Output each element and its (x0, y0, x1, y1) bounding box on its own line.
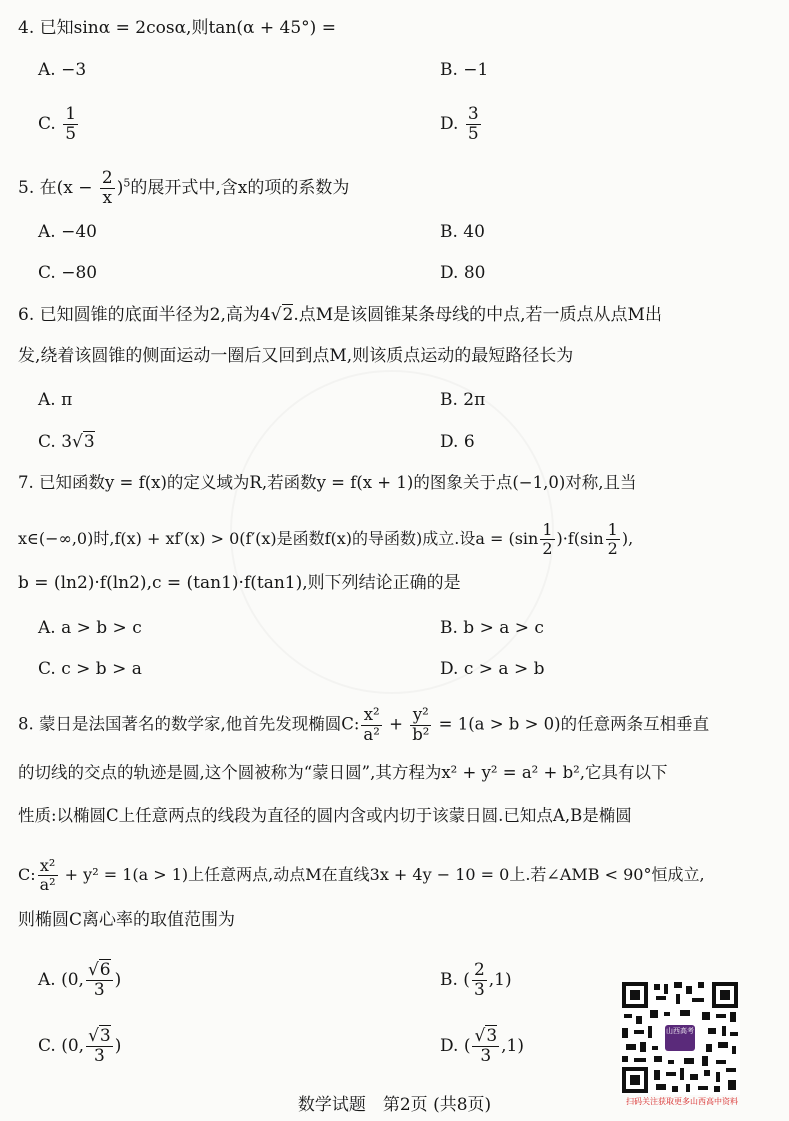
fraction: $\frac{1}{5}$ (65, 104, 77, 144)
question-5-stem: 5. 在(x − $\frac{2}{x}$ )$^5$的展开式中,含x的项的系数为 (18, 168, 350, 208)
q7-option-d: D. c > a > b (440, 659, 545, 679)
question-4-stem: 4. 已知sinα = 2cosα,则tan(α + 45°) = (18, 18, 336, 38)
question-7-line-2: x∈(−∞,0)时,f(x) + xf′(x) > 0(f′(x)是函数f(x)的导函数)成立.设a = (sin $\frac{1}{2}$ )·f(sin $\frac{1}{2}$ ), (18, 520, 634, 558)
page-footer: 数学试题 第2页 (共8页) (297, 1095, 492, 1115)
fraction: $\frac{\text{x²}}{\text{a²}}$ (363, 705, 380, 744)
fraction: $\frac{√6}{3}$ (87, 960, 111, 1000)
q7-option-b: B. b > a > c (440, 618, 544, 638)
question-6-line-1: 6. 已知圆锥的底面半径为2,高为4√2.点M是该圆锥某条母线的中点,若一质点从点M出 (18, 305, 662, 325)
question-8-line-3: 性质:以椭圆C上任意两点的线段为直径的圆内含或内切于该蒙日圆.已知点A,B是椭圆 (18, 806, 632, 825)
q5-option-d: D. 80 (440, 263, 486, 283)
question-8-line-4: C: $\frac{\text{x²}}{\text{a²}}$ + y² = 1(a > 1)上任意两点,动点M在直线3x + 4y − 10 = 0上.若∠AMB < 90°恒成立, (18, 856, 705, 894)
q4-option-d: D. $\frac{3}{5}$ (440, 104, 479, 144)
fraction: $\frac{\text{y²}}{\text{b²}}$ (412, 705, 430, 744)
question-7-line-1: 7. 已知函数y = f(x)的定义域为R,若函数y = f(x + 1)的图象关于点(−1,0)对称,且当 (18, 473, 637, 492)
fraction: $\frac{\text{x²}}{\text{a²}}$ (39, 856, 56, 894)
q8-option-c: C. (0, $\frac{√3}{3}$ ) (38, 1026, 122, 1066)
question-7-line-3: b = (ln2)·f(ln2),c = (tan1)·f(tan1),则下列结论正确的是 (18, 573, 461, 593)
q7-option-c: C. c > b > a (38, 659, 142, 679)
fraction: $\frac{3}{5}$ (467, 104, 479, 144)
q8-option-d: D. ( $\frac{√3}{3}$ ,1) (440, 1026, 524, 1066)
qr-caption: 扫码关注获取更多山西高中资料 (626, 1097, 738, 1106)
fraction: $\frac{2}{x}$ (101, 168, 113, 208)
qr-center-label: 山西高考 (666, 1027, 694, 1035)
fraction: $\frac{1}{2}$ (542, 520, 553, 558)
fraction: $\frac{1}{2}$ (607, 520, 618, 558)
q8-option-a: A. (0, $\frac{√6}{3}$ ) (38, 960, 122, 1000)
fraction: $\frac{2}{3}$ (473, 960, 485, 1000)
q6-option-c: C. 3√3 (38, 432, 95, 452)
question-8-line-2: 的切线的交点的轨迹是圆,这个圆被称为“蒙日圆”,其方程为x² + y² = a² + b²,它具有以下 (18, 763, 668, 782)
q4-option-c: C. $\frac{1}{5}$ (38, 104, 77, 144)
fraction: $\frac{√3}{3}$ (474, 1026, 498, 1066)
question-8-line-5: 则椭圆C离心率的取值范围为 (18, 910, 236, 930)
question-8-line-1: 8. 蒙日是法国著名的数学家,他首先发现椭圆C: $\frac{\text{x²}}{\text{a²}}$ + $\frac{\text{y²}}{\text{b²}}$ = 1(a > b > 0)的任意两条互相垂直 (18, 705, 710, 744)
q5-option-a: A. −40 (38, 222, 97, 242)
question-6-line-2: 发,绕着该圆锥的侧面运动一圈后又回到点M,则该质点运动的最短路径长为 (18, 346, 574, 366)
q5-option-b: B. 40 (440, 222, 485, 242)
q4-option-b: B. −1 (440, 60, 489, 80)
fraction: $\frac{√3}{3}$ (88, 1026, 111, 1066)
q7-option-a: A. a > b > c (38, 618, 142, 638)
qr-code-image[interactable] (620, 980, 740, 1095)
q5-option-c: C. −80 (38, 263, 98, 283)
q8-option-b: B. ( $\frac{2}{3}$ ,1) (440, 960, 512, 1000)
q6-option-a: A. π (38, 390, 73, 410)
q6-option-b: B. 2π (440, 390, 486, 410)
q4-option-a: A. −3 (38, 60, 87, 80)
q6-option-d: D. 6 (440, 432, 475, 452)
